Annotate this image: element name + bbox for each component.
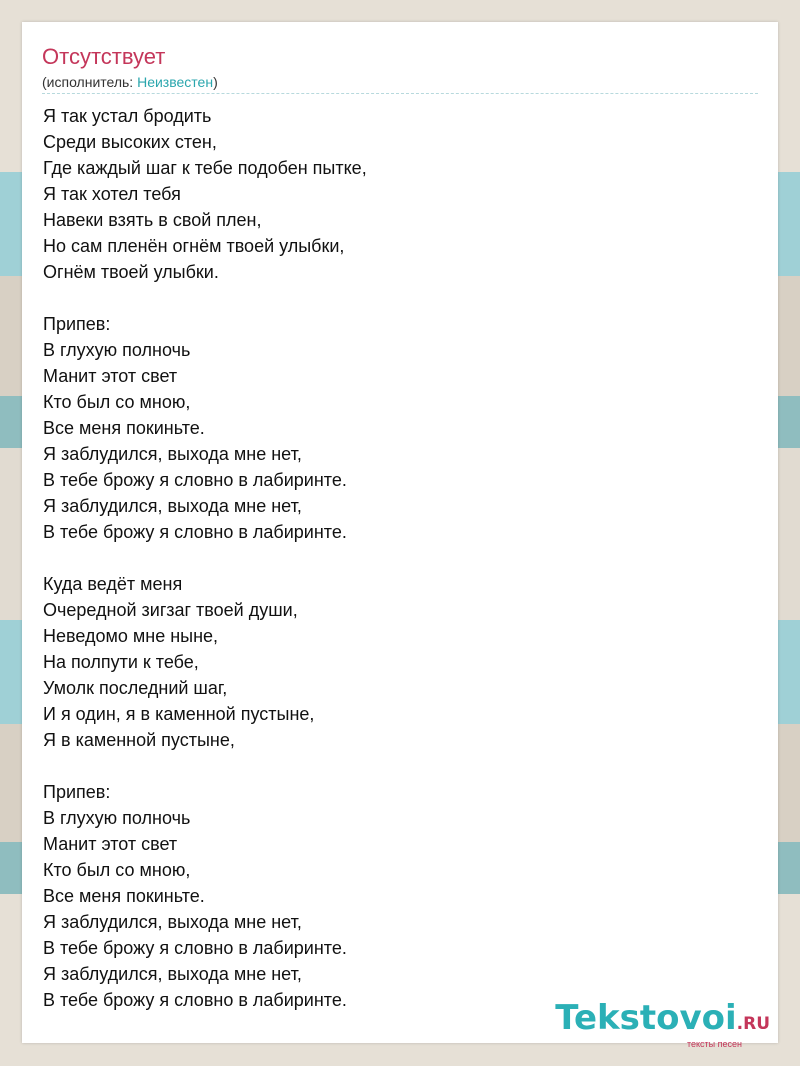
lyric-line: Умолк последний шаг,: [43, 678, 228, 698]
stanza-break: [43, 753, 367, 779]
lyrics-text: [43, 103, 367, 1013]
song-title: Отсутствует: [42, 44, 166, 69]
lyric-line: Припев:: [43, 314, 111, 334]
lyric-line: Очередной зигзаг твоей души,: [43, 600, 298, 620]
lyric-line: Манит этот свет: [43, 366, 178, 386]
lyric-line: Где каждый шаг к тебе подобен пытке,: [43, 158, 367, 178]
lyric-line: Я так устал бродить: [43, 106, 212, 126]
artist-prefix: (исполнитель:: [42, 74, 138, 90]
lyric-line: Кто был со мною,: [43, 860, 191, 880]
lyric-line: В тебе брожу я словно в лабиринте.: [43, 470, 347, 490]
lyric-line: В тебе брожу я словно в лабиринте.: [43, 522, 347, 542]
lyric-line: И я один, я в каменной пустыне,: [43, 704, 315, 724]
lyric-line: Я заблудился, выхода мне нет,: [43, 964, 302, 984]
lyric-line: В глухую полночь: [43, 340, 191, 360]
lyric-line: В тебе брожу я словно в лабиринте.: [43, 990, 347, 1010]
artist-line: [42, 73, 218, 91]
lyric-line: В тебе брожу я словно в лабиринте.: [43, 938, 347, 958]
artist-suffix: ): [213, 74, 218, 90]
lyric-line: На полпути к тебе,: [43, 652, 199, 672]
lyric-line: Кто был со мною,: [43, 392, 191, 412]
lyric-line: Я заблудился, выхода мне нет,: [43, 912, 302, 932]
lyric-line: Но сам пленён огнём твоей улыбки,: [43, 236, 345, 256]
lyric-line: В глухую полночь: [43, 808, 191, 828]
lyric-line: Я заблудился, выхода мне нет,: [43, 444, 302, 464]
logo-domain: .RU: [736, 1014, 770, 1034]
lyric-line: Навеки взять в свой плен,: [43, 210, 262, 230]
lyric-line: Манит этот свет: [43, 834, 178, 854]
header-divider: [42, 93, 758, 94]
lyric-line: Неведомо мне ныне,: [43, 626, 219, 646]
lyric-line: Я в каменной пустыне,: [43, 730, 235, 750]
lyric-line: Я так хотел тебя: [43, 184, 181, 204]
artist-link[interactable]: Неизвестен: [137, 74, 214, 90]
stanza-break: [43, 545, 367, 571]
lyrics-card: [22, 22, 778, 1043]
logo-name: Tekstovoi: [555, 998, 737, 1038]
lyric-line: Огнём твоей улыбки.: [43, 262, 219, 282]
lyric-line: Куда ведёт меня: [43, 574, 183, 594]
stanza-break: [43, 285, 367, 311]
site-logo[interactable]: [555, 1000, 770, 1049]
lyric-line: Среди высоких стен,: [43, 132, 217, 152]
lyric-line: Я заблудился, выхода мне нет,: [43, 496, 302, 516]
lyric-line: Все меня покиньте.: [43, 886, 205, 906]
logo-tagline: тексты песен: [686, 1039, 742, 1049]
lyric-line: Припев:: [43, 782, 111, 802]
lyric-line: Все меня покиньте.: [43, 418, 205, 438]
